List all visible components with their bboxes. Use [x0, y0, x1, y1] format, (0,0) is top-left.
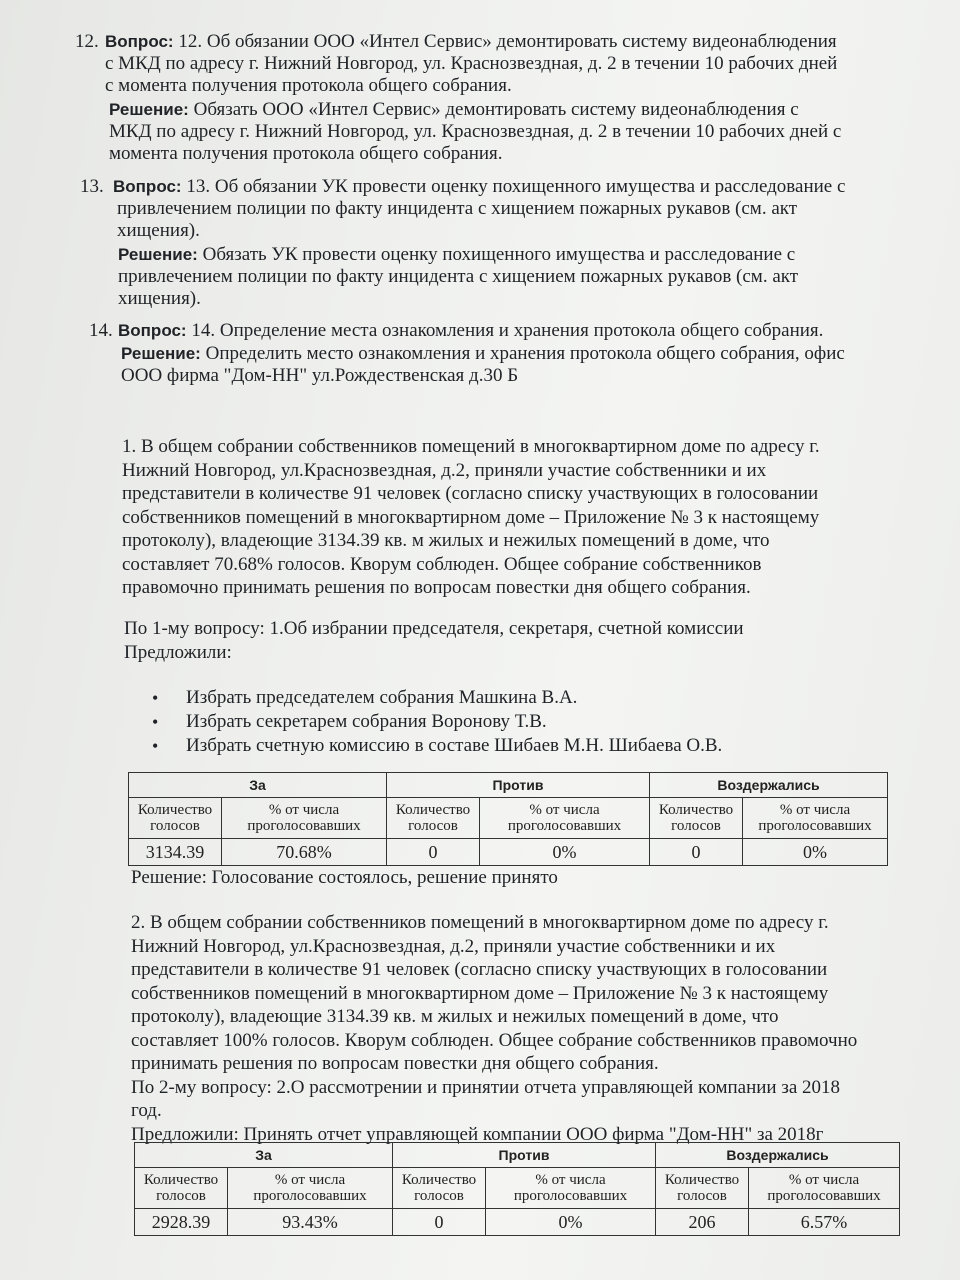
- question-line: с МКД по адресу г. Нижний Новгород, ул. Краснозвездная, д. 2 в течении 10 рабочих дней: [105, 53, 838, 74]
- text-line: представители в количестве 91 человек (согласно списку участвующих в голосовании: [122, 483, 819, 504]
- question-label: Вопрос:: [113, 177, 182, 196]
- decision-line: ООО фирма "Дом-НН" ул.Рождественская д.30 Б: [121, 365, 519, 386]
- value-cell: 6.57%: [749, 1209, 900, 1236]
- decision-line: [121, 343, 908, 365]
- value-cell: 93.43%: [228, 1209, 393, 1236]
- value-cell: 0%: [486, 1209, 656, 1236]
- decision-line: привлечением полиции по факту инцидента с хищением пожарных рукавов (см. акт: [118, 266, 799, 287]
- question-line: [113, 176, 913, 198]
- text-line: составляет 70.68% голосов. Кворум соблюден. Общее собрание собственников: [122, 553, 762, 575]
- question-text: 14. Определение места ознакомления и хранения протокола общего собрания.: [191, 320, 824, 341]
- subheader-count: Количество голосов: [393, 1168, 486, 1209]
- value-cell: 3134.39: [129, 839, 222, 866]
- text-line: год.: [131, 1100, 162, 1121]
- text-line: составляет 100% голосов. Кворум соблюден. Общее собрание собственников правомочно: [131, 1029, 858, 1051]
- subheader-percent: % от числа проголосовавших: [749, 1168, 900, 1209]
- text-line: принимать решения по вопросам повестки дня общего собрания.: [131, 1053, 659, 1074]
- vote-table-1: [128, 772, 888, 866]
- subheader-percent: % от числа проголосовавших: [228, 1168, 393, 1209]
- header-vozderzhalis: Воздержались: [656, 1143, 900, 1168]
- question-text: 13. Об обязании УК провести оценку похищенного имущества и расследование с: [186, 176, 846, 197]
- decision-label: Решение:: [121, 344, 201, 363]
- question-line: хищения).: [117, 220, 200, 241]
- section-1-bullets: [152, 686, 912, 758]
- subheader-count: Количество голосов: [387, 798, 480, 839]
- decision-line: хищения).: [118, 288, 201, 309]
- section-1-topic: [124, 617, 924, 664]
- vote-table-2: [134, 1142, 900, 1236]
- question-text: 12. Об обязании ООО «Интел Сервис» демонтировать систему видеонаблюдения: [178, 31, 837, 52]
- text-line: Нижний Новгород, ул.Краснозвездная, д.2, приняли участие собственники и их: [131, 935, 776, 957]
- section-1-result: Решение: Голосование состоялось, решение принято: [131, 867, 558, 888]
- decision-line: [118, 244, 913, 266]
- bullet-item: • Избрать секретарем собрания Воронову Т.В.: [152, 710, 912, 734]
- value-cell: 70.68%: [222, 839, 387, 866]
- subheader-percent: % от числа проголосовавших: [222, 798, 387, 839]
- value-cell: 0: [650, 839, 743, 866]
- text-line: протоколу), владеющие 3134.39 кв. м жилых и нежилых помещений в доме, что: [131, 1006, 779, 1027]
- subheader-count: Количество голосов: [135, 1168, 228, 1209]
- decision-line: [109, 99, 925, 121]
- subheader-count: Количество голосов: [650, 798, 743, 839]
- section-2-text: [131, 911, 931, 1146]
- text-line: По 2-му вопросу: 2.О рассмотрении и принятии отчета управляющей компании за 2018: [131, 1076, 841, 1098]
- section-1-text: [122, 435, 922, 600]
- value-cell: 2928.39: [135, 1209, 228, 1236]
- value-cell: 0: [387, 839, 480, 866]
- decision-text: Определить место ознакомления и хранения протокола общего собрания, офис: [205, 343, 845, 364]
- decision-text: Обязать УК провести оценку похищенного имущества и расследование с: [202, 244, 796, 265]
- item-number: 14.: [89, 320, 113, 341]
- value-cell: 206: [656, 1209, 749, 1236]
- header-protiv: Против: [393, 1143, 656, 1168]
- value-cell: 0: [393, 1209, 486, 1236]
- question-line: с момента получения протокола общего собрания.: [105, 75, 512, 96]
- proposed-label: Предложили:: [124, 641, 232, 663]
- subheader-count: Количество голосов: [656, 1168, 749, 1209]
- text-line: протоколу), владеющие 3134.39 кв. м жилых и нежилых помещений в доме, что: [122, 530, 770, 551]
- item-number: 12.: [75, 31, 99, 52]
- question-line: привлечением полиции по факту инцидента с хищением пожарных рукавов (см. акт: [117, 198, 798, 219]
- decision-label: Решение:: [109, 100, 189, 119]
- question-line: [105, 31, 925, 53]
- subheader-percent: % от числа проголосовавших: [480, 798, 650, 839]
- question-label: Вопрос:: [105, 32, 174, 51]
- decision-line: МКД по адресу г. Нижний Новгород, ул. Краснозвездная, д. 2 в течении 10 рабочих дней с: [109, 121, 842, 142]
- header-za: За: [129, 773, 387, 798]
- header-protiv: Против: [387, 773, 650, 798]
- decision-text: Обязать ООО «Интел Сервис» демонтировать систему видеонаблюдения с: [193, 99, 799, 120]
- item-number: 13.: [80, 176, 104, 197]
- text-line: собственников помещений в многоквартирном доме – Приложение № 3 к настоящему: [131, 982, 829, 1004]
- agenda-item-14: [89, 320, 908, 387]
- text-line: представители в количестве 91 человек (согласно списку участвующих в голосовании: [131, 959, 828, 980]
- text-line: правомочно принимать решения по вопросам повестки дня общего собрания.: [122, 577, 751, 598]
- agenda-item-12: [75, 31, 925, 165]
- value-cell: 0%: [480, 839, 650, 866]
- subheader-percent: % от числа проголосовавших: [486, 1168, 656, 1209]
- decision-line: момента получения протокола общего собрания.: [109, 143, 503, 164]
- topic-line: По 1-му вопросу: 1.Об избрании председателя, секретаря, счетной комиссии: [124, 618, 744, 639]
- text-line: собственников помещений в многоквартирном доме – Приложение № 3 к настоящему: [122, 506, 820, 528]
- agenda-item-13: [80, 176, 913, 310]
- decision-label: Решение:: [118, 245, 198, 264]
- text-line: 2. В общем собрании собственников помещений в многоквартирном доме по адресу г.: [131, 912, 829, 933]
- header-vozderzhalis: Воздержались: [650, 773, 888, 798]
- question-line: [118, 320, 908, 342]
- text-line: 1. В общем собрании собственников помещений в многоквартирном доме по адресу г.: [122, 436, 820, 457]
- value-cell: 0%: [743, 839, 888, 866]
- subheader-count: Количество голосов: [129, 798, 222, 839]
- text-line: Предложили: Принять отчет управляющей компании ООО фирма "Дом-НН" за 2018г: [131, 1123, 824, 1145]
- header-za: За: [135, 1143, 393, 1168]
- text-line: Нижний Новгород, ул.Краснозвездная, д.2, приняли участие собственники и их: [122, 459, 767, 481]
- bullet-item: • Избрать счетную комиссию в составе Шибаев М.Н. Шибаева О.В.: [152, 734, 912, 758]
- bullet-item: • Избрать председателем собрания Машкина В.А.: [152, 686, 912, 710]
- subheader-percent: % от числа проголосовавших: [743, 798, 888, 839]
- question-label: Вопрос:: [118, 321, 187, 340]
